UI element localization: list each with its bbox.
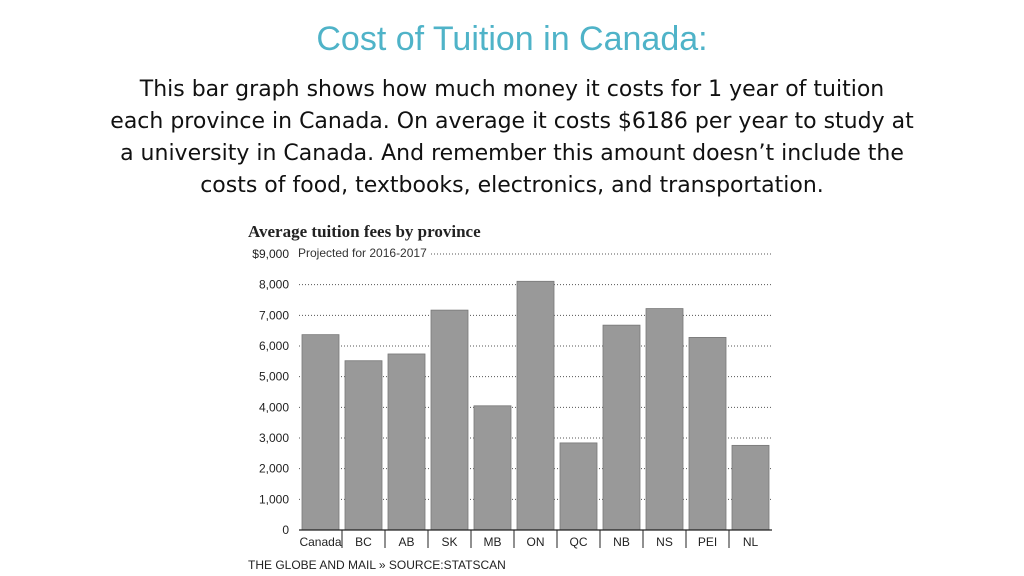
y-tick-label: 7,000 xyxy=(258,308,289,323)
bar-pei xyxy=(689,337,726,530)
x-category-label: QC xyxy=(569,535,588,549)
x-category-label: Canada xyxy=(299,535,342,549)
chart-source: THE GLOBE AND MAIL » SOURCE:STATSCAN xyxy=(248,558,506,572)
bar-ns xyxy=(646,309,683,530)
x-category-label: NL xyxy=(742,535,759,549)
bar-sk xyxy=(431,310,468,530)
bar-mb xyxy=(474,406,511,530)
tuition-bar-chart xyxy=(240,240,780,556)
y-tick-label: 8,000 xyxy=(258,277,289,292)
x-category-label: PEI xyxy=(697,535,718,549)
y-tick-label: 4,000 xyxy=(258,400,289,415)
y-tick-label: 6,000 xyxy=(258,339,289,353)
slide-description: This bar graph shows how much money it costs for 1 year of tuition each province in Canada. On average it costs $6186 per year to study at a university in Canada. And remember this amount doesn’t include the costs of food, textbooks, electronics, and transportation. xyxy=(110,77,914,198)
y-tick-label: 5,000 xyxy=(258,369,289,384)
bar-canada xyxy=(302,335,339,530)
bar-qc xyxy=(560,443,597,530)
y-tick-label: $9,000 xyxy=(252,247,289,261)
y-tick-label: 1,000 xyxy=(258,492,289,507)
bar-bc xyxy=(345,361,382,530)
x-category-label: ON xyxy=(526,535,545,549)
x-category-label: BC xyxy=(355,535,372,549)
bar-ab xyxy=(388,354,425,530)
slide-title: Cost of Tuition in Canada: xyxy=(316,20,708,58)
bar-nl xyxy=(732,445,769,530)
x-category-label: AB xyxy=(398,535,415,549)
y-tick-label: 3,000 xyxy=(258,431,289,445)
bar-on xyxy=(517,281,554,530)
y-tick-label: 2,000 xyxy=(258,461,289,476)
y-tick-label: 0 xyxy=(282,523,289,537)
chart-subtitle: Projected for 2016-2017 xyxy=(298,246,431,260)
chart-title: Average tuition fees by province xyxy=(248,222,481,241)
x-category-label: SK xyxy=(441,535,458,549)
x-category-label: MB xyxy=(483,535,502,549)
x-category-label: NB xyxy=(613,535,630,549)
bar-nb xyxy=(603,325,640,530)
x-category-label: NS xyxy=(656,535,673,549)
